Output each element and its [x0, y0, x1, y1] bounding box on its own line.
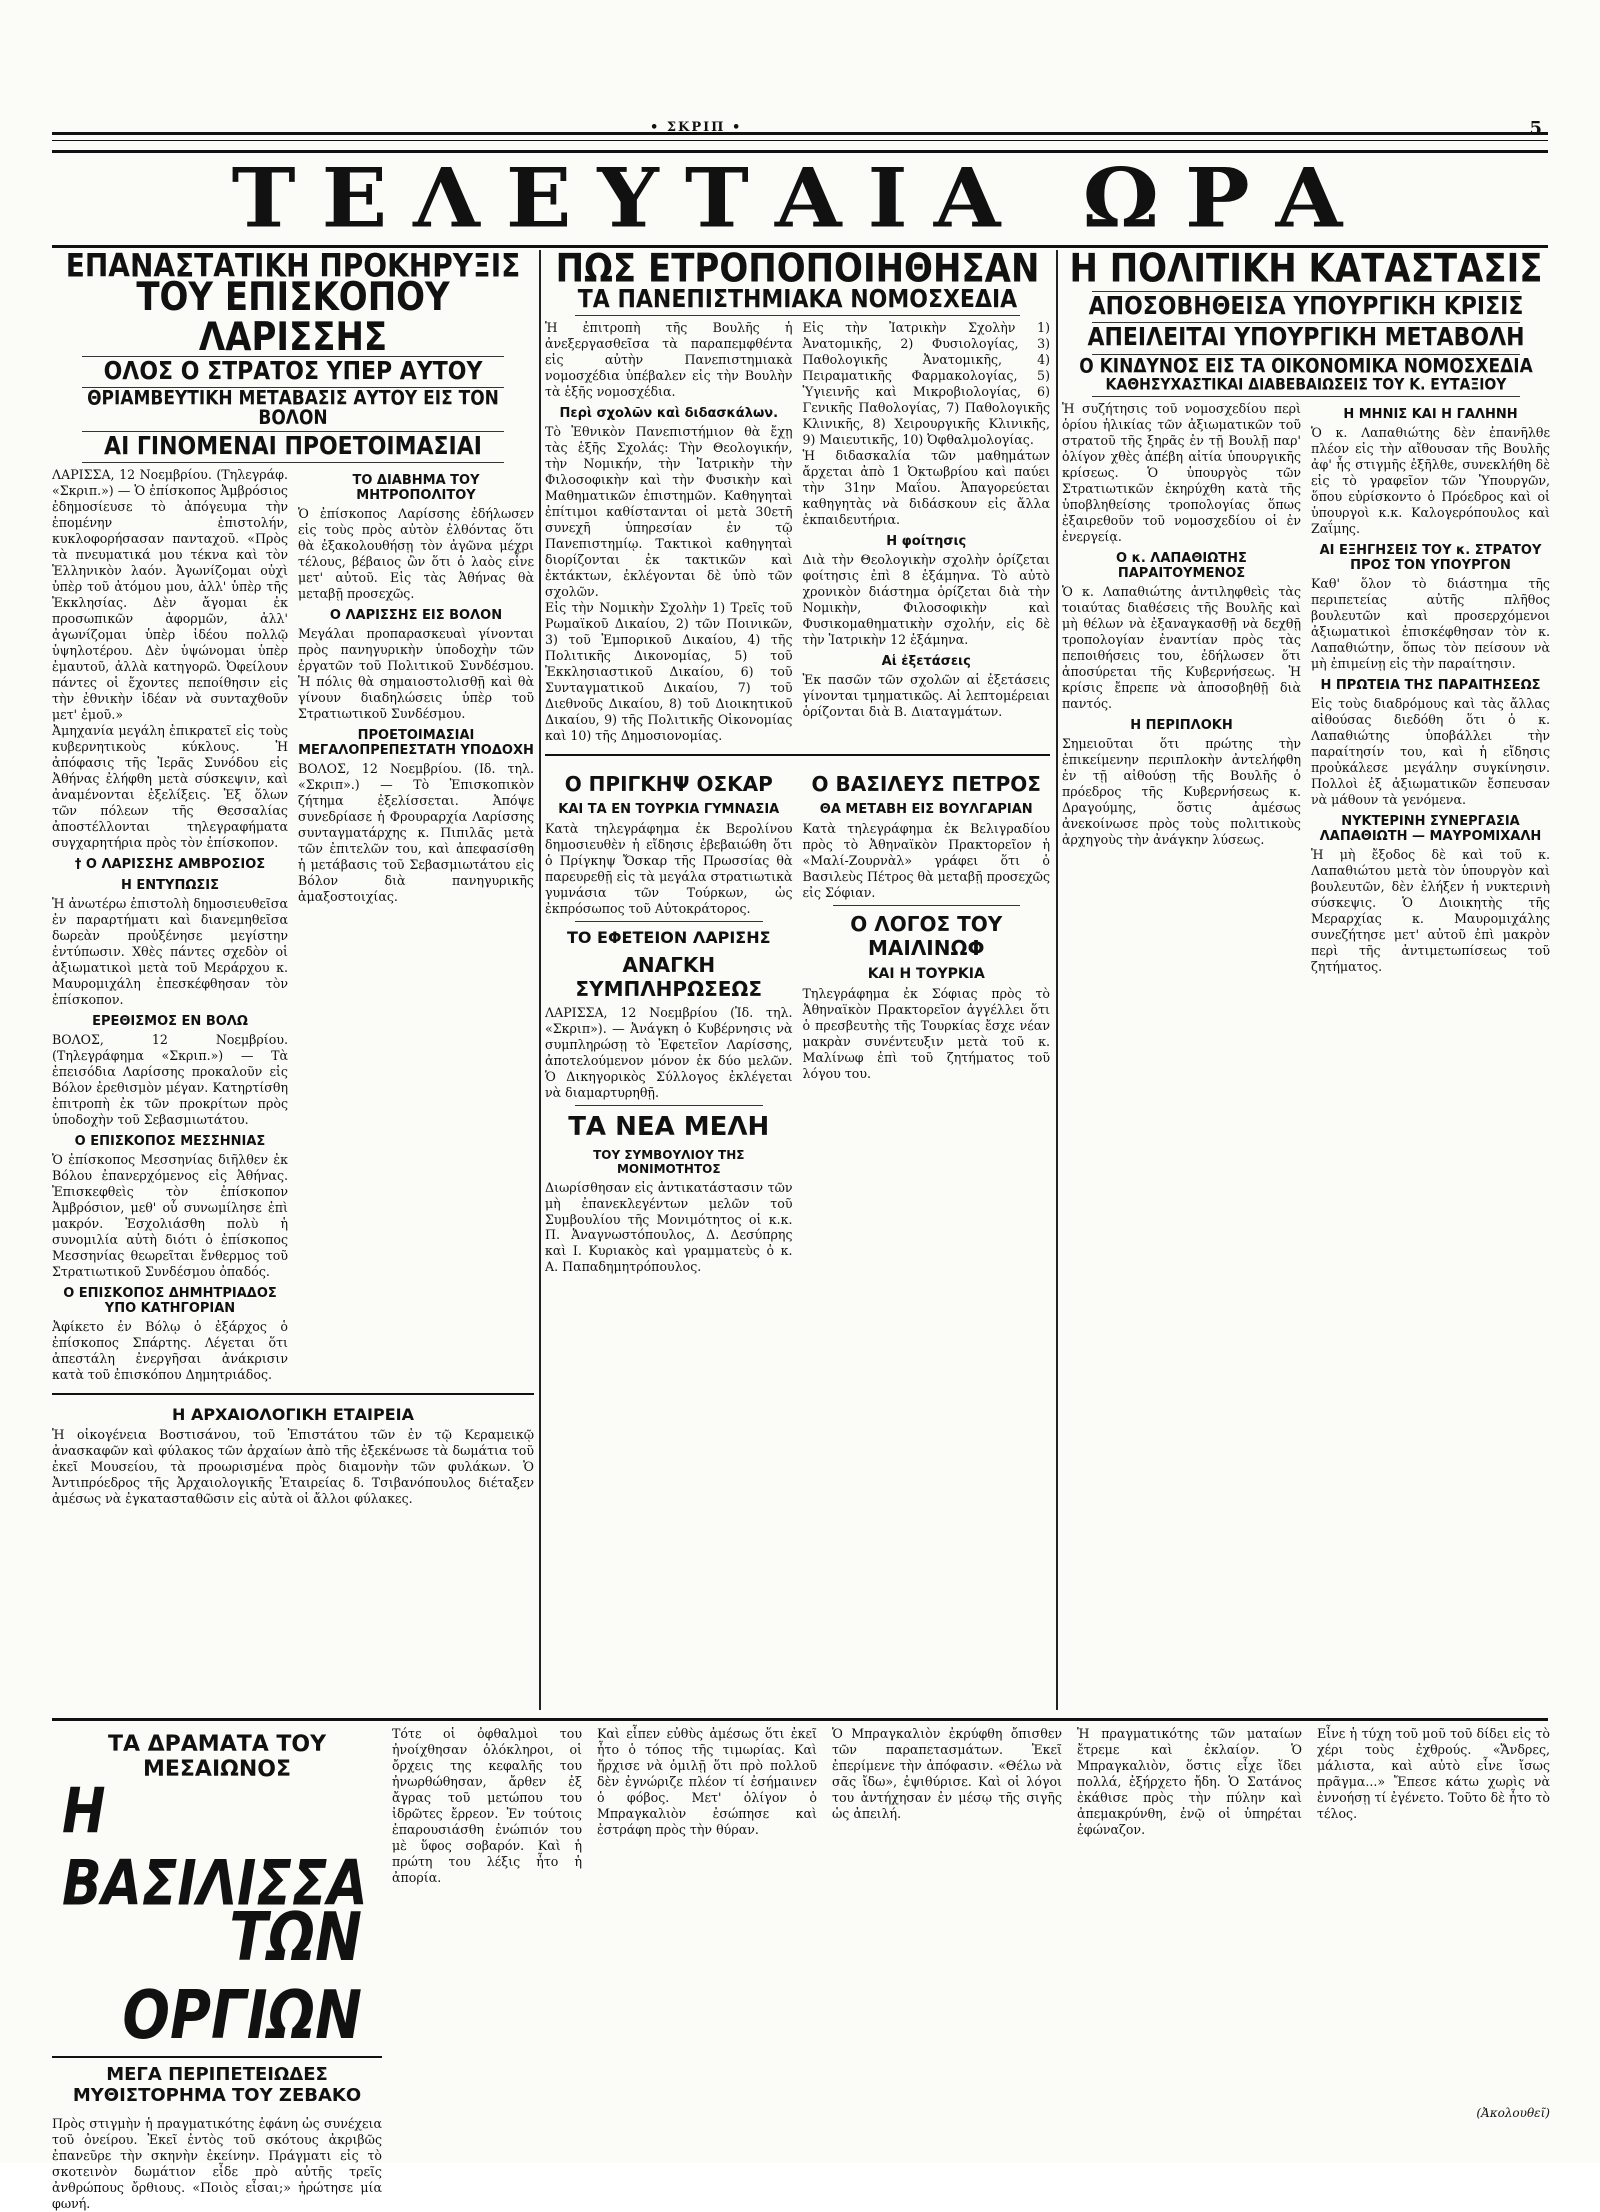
box-headline: ΤΑ ΝΕΑ ΜΕΛΗ	[568, 1111, 770, 1142]
section-heading: Περὶ σχολῶν καὶ διδασκάλων.	[559, 406, 779, 422]
paragraph: Ἐκ πασῶν τῶν σχολῶν αἱ ἐξετάσεις γίνονται τμηματικῶς. Αἱ λεπτομέρειαι ὁρίζονται διὰ Β. Διαταγμάτων.	[802, 671, 1050, 719]
column-3-article	[1062, 245, 1550, 1715]
paragraph: Διωρίσθησαν εἰς ἀντικατάστασιν τῶν μὴ ἐπανεκλεγέντων μελῶν τοῦ Συμβουλίου τῆς Μονιμότητος οἱ κ.κ. Π. Ἀναγνωστόπουλος, Δ. Δεσύπρης καὶ Ι. Κυριακὸς καὶ γραμματεὺς ὁ κ. Α. Παπαδημητρόπουλος.	[545, 1179, 793, 1275]
paragraph: Ἡ πραγματικότης τῶν ματαίων ἔτρεμε καὶ ἐκλαίον. Ὁ Μπραγκαλιὸν, ὅστις εἶχε ἴδει πολλά, ἐξήρχετο ἤδη. Ὁ Σατάνος ἐκάθισε πρὸς τὴν πύλην καὶ ἀπεμακρύνθη, ἐνῷ οἱ ὑπηρέται ἐφώναζον.	[1077, 1726, 1302, 1837]
section-heading: Η ΜΗΝΙΣ ΚΑΙ Η ΓΑΛΗΝΗ	[1343, 407, 1518, 423]
paragraph: ΛΑΡΙΣΣΑ, 12 Νοεμβρίου. (Τηλεγράφ. «Σκριπ.») — Ὁ ἐπίσκοπος Ἀμβρόσιος ἐδημοσίευσε τὸ ἀπόγευμα τὴν ἑπομένην ἐπιστολήν, κυκλοφορήσασαν πανταχοῦ. «Πρὸς τὰ πνευματικά μου τέκνα καὶ τὸν Ἑλληνικὸν λαόν. Ἀγωνίζομαι οὐχὶ ὑπὲρ τοῦ ἀτόμου μου, ἀλλ' ὑπὲρ τῆς Ἐκκλησίας. Δὲν ἄγομαι ἐκ προσωπικῶν ἀφορμῶν, ἀλλ' ἀγωνίζομαι ὑπὲρ ἰδέου πολλῷ ὑψηλοτέρου. Δὲν ὑψώνομαι ὑπὲρ ἐμαυτοῦ, ἀλλὰ κατηγορῶ. Ὀφείλουν πάντες οἱ ἔχοντες πεποίθησιν εἰς τὴν ἐθνικὴν ἰδέαν νὰ συνταχθοῦν μετ' ἐμοῦ.»	[52, 467, 288, 723]
paragraph: Εἰς τὴν Νομικὴν Σχολὴν 1) Τρεῖς τοῦ Ρωμαϊκοῦ Δικαίου, 2) τῶν Ποινικῶν, 3) τοῦ Ἐμπορικοῦ Δικαίου, 4) τῆς Πολιτικῆς Δικονομίας, 5) τοῦ Ἐκκλησιαστικοῦ Δικαίου, 6) τοῦ Συνταγματικοῦ Δικαίου, 7) τοῦ Διεθνοῦς Δικαίου, 8) τοῦ Διοικητικοῦ Δικαίου, 9) τῆς Πολιτικῆς Οἰκονομίας καὶ 10) τῆς Δημοσιονομίας.	[545, 599, 793, 743]
paragraph: ΒΟΛΟΣ, 12 Νοεμβρίου. (Ιδ. τηλ. «Σκριπ».) — Τὸ Ἐπισκοπικὸν ζήτημα ἐξελίσσεται. Ἀπόψε συνεδρίασε ἡ Φρουραρχία Λαρίσσης συνταγματάρχης κ. Πιπιλᾶς μετὰ τῶν ἐπιτελῶν του, καὶ ἀπεφασίσθη ἡ μετάβασις τοῦ Σεβασμιωτάτου εἰς Βόλον διὰ πανηγυρικῆς ἀμαξοστοιχίας.	[298, 761, 534, 905]
subheadline: ΑΠΟΣΟΒΗΘΕΙΣΑ ΥΠΟΥΡΓΙΚΗ ΚΡΙΣΙΣ	[1088, 291, 1524, 321]
divider	[575, 315, 1020, 316]
paragraph: Ἡ ἐπιτροπὴ τῆς Βουλῆς ἡ ἀνεξεργασθεῖσα τὰ παραπεμφθέντα εἰς αὐτὴν Πανεπιστημιακὰ νομοσχέδια ὑπέβαλεν εἰς τὴν Βουλὴν τὰ ἑξῆς νομοσχέδια.	[545, 320, 793, 400]
section-heading: Ο ΕΠΙΣΚΟΠΟΣ ΜΕΣΣΗΝΙΑΣ	[74, 1133, 266, 1149]
headline: ΠΩΣ ΕΤΡΟΠΟΠΟΙΗΘΗΣΑΝ	[555, 245, 1040, 292]
paragraph: Ἀφίκετο ἐν Βόλῳ ὁ ἐξάρχος ὁ ἐπίσκοπος Σπάρτης. Λέγεται ὅτι ἀπεστάλη ἐνεργῆσαι ἀνάκρισιν κατὰ τοῦ ἐπισκόπου Δημητριάδος.	[52, 1318, 288, 1382]
section-heading: Η ΕΝΤΥΠΩΣΙΣ	[121, 878, 219, 894]
serial-title-line1: Η ΒΑΣΙΛΙΣΣΑ	[62, 1776, 368, 1920]
paragraph: Ὁ κ. Λαπαθιώτης ἀντιληφθεὶς τὰς τοιαύτας διαθέσεις τῆς Βουλῆς καὶ μὴ θέλων νὰ ἐξαναγκασθῇ νὰ δεχθῇ τροπολογίαν ἐναντίαν πρὸς τὰς πεποιθήσεις του, ἐδήλωσεν ὅτι ἀποσύρεται τῆς Κυβερνήσεως. Ἡ κρίσις ἔπρεπε νὰ ἀποσοβηθῇ διὰ παντός.	[1062, 584, 1301, 711]
section-heading: Η ΠΡΩΤΕΙΑ ΤΗΣ ΠΑΡΑΙΤΗΣΕΩΣ	[1320, 677, 1541, 693]
paragraph: Ἡ μὴ ἔξοδος δὲ καὶ τοῦ κ. Λαπαθιώτου μετὰ τὸν ὑπουργὸν καὶ βουλευτῶν, δὲν ἐλήξεν ἡ νυκτερινὴ σύσκεψις. Ὁ Διοικητὴς τῆς Μεραρχίας κ. Μαυρομιχάλης συνεζήτησε μετ' αὐτοῦ ἐπὶ μακρὸν περὶ τῆς ἀντιμετωπίσεως τοῦ ζητήματος.	[1311, 846, 1550, 974]
section-heading: ΕΡΕΘΙΣΜΟΣ ΕΝ ΒΟΛΩ	[92, 1013, 248, 1029]
paragraph: Ἡ οἰκογένεια Βοστισάνου, τοῦ Ἐπιστάτου τῶν ἐν τῷ Κεραμεικῷ ἀνασκαφῶν καὶ φύλακος τῶν ἀρχαίων ἀπὸ τῆς ἐξεκένωσε τὰ δωμάτια τοῦ ἐκεῖ Μουσείου, τὰ προωρισμένα πρὸς διαμονὴν τῶν φυλάκων. Ὁ Ἀντιπρόεδρος τῆς Ἀρχαιολογικῆς Ἑταιρείας δ. Τσιβανόπουλος διέταξεν ἀμέσως νὰ ἐγκατασταθῶσιν εἰς αὐτὰ οἱ ἄλλοι φύλακες.	[52, 1426, 534, 1506]
section-heading: Η ΑΡΧΑΙΟΛΟΓΙΚΗ ΕΤΑΙΡΕΙΑ	[171, 1404, 414, 1424]
news-boxes	[545, 766, 1050, 1276]
box-subheadline: ΑΝΑΓΚΗ ΣΥΜΠΛΗΡΩΣΕΩΣ	[575, 952, 763, 1001]
paragraph: Διὰ τὴν Θεολογικὴν σχολὴν ὁρίζεται φοίτησις ἐπὶ 8 ἑξάμηνα. Τὸ αὐτὸ χρονικὸν διάστημα ὁρίζεται διὰ τὴν Νομικὴν, Φιλοσοφικὴν καὶ Φυσικομαθηματικὴν σχολήν, εἰς δὲ τὴν Ἰατρικὴν 12 ἑξάμηνα.	[802, 551, 1050, 647]
serial-title-line2: ΤΩΝ ΟΡΓΙΩΝ	[122, 1899, 362, 2055]
paragraph: Εἰς τὴν Ἰατρικὴν Σχολὴν 1) Ἀνατομικῆς, 2) Φυσιολογίας, 3) Παθολογικῆς Ἀνατομικῆς, 4) Πειραματικῆς Φαρμακολογίας, 5) Ὑγιεινῆς καὶ Μικροβιολογίας, 6) Γενικῆς Παθολογίας, 7) Παθολογικῆς Κλινικῆς, 8) Χειρουργικῆς Κλινικῆς, 9) Μαιευτικῆς, 10) Ὀφθαλμολογίας.	[802, 320, 1050, 447]
paragraph: Εἰς τοὺς διαδρόμους καὶ τὰς ἄλλας αἰθούσας διεδόθη ὅτι ὁ κ. Λαπαθιώτης ὑποβάλλει τὴν παραίτησίν του, καὶ ἡ εἴδησις προὐκάλεσε μεγάλην συγκίνησιν. Πολλοὶ ἐξ ἀξιωματικῶν ἔσπευσαν νὰ μάθουν τὰ γενόμενα.	[1311, 695, 1550, 807]
subheadline: ΤΑ ΠΑΝΕΠΙΣΤΗΜΙΑΚΑ ΝΟΜΟΣΧΕΔΙΑ	[577, 284, 1018, 314]
section-heading: Η ΠΕΡΙΠΛΟΚΗ	[1130, 717, 1233, 733]
paragraph: Ἀμηχανία μεγάλη ἐπικρατεῖ εἰς τοὺς κυβερνητικοὺς κύκλους. Ἡ ἀπόφασις τῆς Ἱερᾶς Συνόδου εἰς Ἀθήνας ἐλήφθη μετὰ σύσκεψιν, καὶ ἀναμένονται ἐξελίξεις. Ἐξ ὅλων τῶν πόλεων τῆς Θεσσαλίας ἀποστέλλονται τηλεγραφήματα συγχαρητήρια πρὸς τὸν ἐπίσκοπον.	[52, 723, 288, 851]
masthead	[52, 150, 1548, 248]
paragraph: Ἡ διδασκαλία τῶν μαθημάτων ἄρχεται ἀπὸ 1 Ὀκτωβρίου καὶ παύει τὴν 31ην Μαΐου. Ἀπαγορεύεται καθηγητὰς νὰ διδάσκουν εἰς ἄλλα ἐκπαιδευτήρια.	[802, 447, 1050, 527]
masthead-title: ΤΕΛΕΥΤΑΙΑ ΩΡΑ	[231, 150, 1369, 247]
paragraph: Καὶ εἶπεν εὐθὺς ἀμέσως ὅτι ἐκεῖ ἦτο ὁ τόπος τῆς τιμωρίας. Καὶ ἤρχισε νὰ ὁμιλῇ ὅτι πρὸ πολλοῦ δὲν ἐγνώριζε πλέον τί ἐσήμαινεν ὁ φόβος. Μετ' ὀλίγον ὁ Μπραγκαλιὸν ἐσώπησε καὶ ἐστράφη πρὸς τὴν θύραν.	[597, 1726, 817, 1837]
divider	[82, 462, 504, 463]
divider	[575, 921, 763, 922]
box-subheadline: ΘΑ ΜΕΤΑΒΗ ΕΙΣ ΒΟΥΛΓΑΡΙΑΝ	[819, 801, 1033, 817]
article-body	[545, 320, 1050, 744]
paragraph: Κατὰ τηλεγράφημα ἐκ Βελιγραδίου πρὸς τὸ Ἀθηναϊκὸν Πρακτορεῖον ἡ «Μαλί-Ζουρνὰλ» γράφει ὅτι ὁ Βασιλεὺς Πέτρος θὰ μεταβῇ προσεχῶς εἰς Σόφιαν.	[802, 820, 1050, 900]
column-divider	[1056, 250, 1058, 1710]
paragraph: Ὁ Μπραγκαλιὸν ἐκρύφθη ὄπισθεν τῶν παραπετασμάτων. Ἐκεῖ ἐπερίμενε τὴν ἀπόφασιν. «Θέλω νὰ σᾶς ἴδω», ἐψιθύρισε. Καὶ οἱ λόγοι του ἀντήχησαν ἐν μέσῳ τῆς σιγῆς ὡς ἀπειλή.	[832, 1726, 1062, 1821]
column-2-article	[545, 245, 1050, 1715]
serial-kicker: ΤΑ ΔΡΑΜΑΤΑ ΤΟΥ ΜΕΣΑΙΩΝΟΣ	[107, 1732, 327, 1782]
article-body	[1062, 401, 1550, 975]
headline: ΤΟΥ ΕΠΙΣΚΟΠΟΥ ΛΑΡΙΣΣΗΣ	[136, 273, 450, 360]
box-subheadline: ΤΟΥ ΣΥΜΒΟΥΛΙΟΥ ΤΗΣ ΜΟΝΙΜΟΤΗΤΟΣ	[593, 1147, 745, 1176]
section-heading: Αἱ ἐξετάσεις	[881, 653, 971, 669]
subheadline: ΑΠΕΙΛΕΙΤΑΙ ΥΠΟΥΡΓΙΚΗ ΜΕΤΑΒΟΛΗ	[1087, 323, 1525, 352]
paragraph: Ἡ συζήτησις τοῦ νομοσχεδίου περὶ ὁρίου ἡλικίας τῶν ἀξιωματικῶν τοῦ στρατοῦ τῆς ξηρᾶς ἐν τῇ Βουλῇ παρ' ὀλίγον χθὲς ἀπέβη αἰτία ὑπουργικῆς κρίσεως. Ὁ ὑπουργὸς τῶν Στρατιωτικῶν ἐκηρύχθη κατὰ τῆς ὑποβληθείσης τροπολογίας ὅπως ἐξαιρεθοῦν τοῦ νομοσχεδίου οἱ ἐν ἐνεργείᾳ.	[1062, 401, 1301, 545]
section-heading: ΑΙ ΕΞΗΓΗΣΕΙΣ ΤΟΥ κ. ΣΤΡΑΤΟΥ ΠΡΟΣ ΤΟΝ ΥΠΟΥΡΓΟΝ	[1319, 543, 1542, 574]
paragraph: Ὁ ἐπίσκοπος Λαρίσσης ἐδήλωσεν εἰς τοὺς πρὸς αὐτὸν ἐλθόντας ὅτι θὰ ἐξακολουθήσῃ τὸν ἀγῶνα μέχρι τέλους, βέβαιος ὢν ὅτι ὁ λαὸς εἶνε μετ' αὐτοῦ. Εἰς τὰς Ἀθήνας θὰ μεταβῇ προσεχῶς.	[298, 506, 534, 602]
subheadline: ΚΑΘΗΣΥΧΑΣΤΙΚΑΙ ΔΙΑΒΕΒΑΙΩΣΕΙΣ ΤΟΥ Κ. ΕΥΤΑΞΙΟΥ	[1105, 375, 1507, 395]
paragraph: Τηλεγράφημα ἐκ Σόφιας πρὸς τὸ Ἀθηναϊκὸν Πρακτορεῖον ἀγγέλλει ὅτι ὁ πρεσβευτὴς τῆς Τουρκίας ἔσχε νέαν μακρὰν συνέντευξιν μετὰ τοῦ κ. Μαλίνωφ ἐπὶ τοῦ ζητήματος τοῦ λόγου του.	[802, 985, 1050, 1081]
paragraph: Καθ' ὅλον τὸ διάστημα τῆς περιπετείας αὐτῆς πλῆθος βουλευτῶν καὶ προσερχόμενοι ἀξιωματικοὶ ἐπισκέφθησαν τὸν κ. Λαπαθιώτην, ὅπως τὸν πείσουν νὰ μὴ ἐπιμείνῃ εἰς τὴν παραίτησιν.	[1311, 576, 1550, 671]
divider	[1092, 396, 1520, 397]
section-divider	[52, 1718, 1548, 1721]
top-rule	[52, 132, 1548, 135]
divider	[52, 1393, 534, 1395]
column-1-article	[52, 246, 534, 1715]
paragraph: Κατὰ τηλεγράφημα ἐκ Βερολίνου δημοσιευθὲν ἡ εἴδησις ἐβεβαιώθη ὅτι ὁ Πρίγκηψ Ὄσκαρ τῆς Πρωσσίας θὰ παρευρεθῇ εἰς τὰ μεγάλα στρατιωτικὰ γυμνάσια τῶν Τούρκων, ὡς ἐκπρόσωπος τοῦ Αὐτοκράτορος.	[545, 820, 793, 916]
subheadline: ΑΙ ΓΙΝΟΜΕΝΑΙ ΠΡΟΕΤΟΙΜΑΣΙΑΙ	[104, 432, 482, 461]
top-rule-thin	[52, 140, 1548, 141]
paragraph: ΒΟΛΟΣ, 12 Νοεμβρίου. (Τηλεγράφημα «Σκριπ.») — Τὰ ἐπεισόδια Λαρίσσης προκαλοῦν εἰς Βόλον ἐρεθισμὸν μέγαν. Κατηρτίσθη ἐπιτροπὴ ἐκ τῶν προκρίτων πρὸς ὑποδοχὴν τοῦ Σεβασμιωτάτου.	[52, 1031, 288, 1127]
box-headline: Ο ΒΑΣΙΛΕΥΣ ΠΕΤΡΟΣ	[811, 771, 1041, 796]
section-heading: ΤΟ ΔΙΑΒΗΜΑ ΤΟΥ ΜΗΤΡΟΠΟΛΙΤΟΥ	[352, 473, 480, 504]
section-heading: Η φοίτησις	[886, 533, 967, 549]
subheadline: Ο ΚΙΝΔΥΝΟΣ ΕΙΣ ΤΑ ΟΙΚΟΝΟΜΙΚΑ ΝΟΜΟΣΧΕΔΙΑ	[1079, 354, 1533, 378]
paragraph: Σημειοῦται ὅτι πρώτης τὴν ἐπικείμενην περιπλοκὴν ἀντελήφθη ἐν τῇ αἰθούσῃ τῆς Βουλῆς ὁ πρόεδρος τῆς Κυβερνήσεως κ. Δραγούμης, ὅστις ἀμέσως ἀνεκοίνωσε πρὸς τοὺς πολιτικοὺς ἀρχηγοὺς τὴν ἀνάγκην λύσεως.	[1062, 735, 1301, 847]
section-heading: Ο ΕΠΙΣΚΟΠΟΣ ΔΗΜΗΤΡΙΑΔΟΣ ΥΠΟ ΚΑΤΗΓΟΡΙΑΝ	[63, 1285, 277, 1316]
serial-column	[1077, 1726, 1302, 2126]
divider	[1092, 354, 1520, 355]
section-heading: ΝΥΚΤΕΡΙΝΗ ΣΥΝΕΡΓΑΣΙΑ ΛΑΠΑΘΙΩΤΗ — ΜΑΥΡΟΜΙΧΑΛΗ	[1319, 813, 1542, 844]
article-body	[52, 467, 534, 1382]
paragraph: Τὸ Ἐθνικὸν Πανεπιστήμιον θὰ ἔχῃ τὰς ἑξῆς Σχολάς: Τὴν Θεολογικήν, τὴν Νομικήν, τὴν Ἰατρικὴν τὴν Φιλοσοφικὴν καὶ τὴν Φυσικὴν καὶ Μαθηματικῶν ἐπιστημῶν. Καθηγηταὶ ἐπίτιμοι καθίστανται οἱ μετὰ 30ετῆ συνεχῆ ὑπηρεσίαν ἐν τῷ Πανεπιστημίῳ. Τακτικοὶ καθηγηταὶ διορίζονται ἐκ τακτικῶν καὶ ἐκτάκτων, ἐκλέγονται δὲ ὑπὸ τῶν σχολῶν.	[545, 424, 793, 599]
box-headline: Ο ΛΟΓΟΣ ΤΟΥ ΜΑΙΛΙΝΩΦ	[850, 911, 1003, 960]
serial-novel-section	[52, 1726, 1550, 2211]
paragraph: Ὁ ἐπίσκοπος Μεσσηνίας διῆλθεν ἐκ Βόλου ἐπανερχόμενος εἰς Ἀθήνας. Ἐπισκεφθεὶς τὸν ἐπίσκοπον Ἀμβρόσιον, μεθ' οὗ συνωμίλησε ἐπὶ μακρόν. Ἐσχολιάσθη πολὺ ἡ συνομιλία αὐτὴ διότι ὁ ἐπίσκοπος Μεσσηνίας θεωρεῖται ἔνθερμος τοῦ Στρατιωτικοῦ Συνδέσμου ὀπαδός.	[52, 1151, 288, 1279]
paragraph: Πρὸς στιγμὴν ἡ πραγματικότης ἐφάνη ὡς συνέχεια τοῦ ὀνείρου. Ἐκεῖ ἐντὸς τοῦ σκότους ἀκριβῶς ἐπανεῦρε τὴν σκηνὴν ἐκείνην. Πράγματι εἰς τὸ σκοτεινὸν δωμάτιον εἶδε πρὸ αὐτῆς τρεῖς ἀνθρώπους ὄρθιους. «Ποιὸς εἶσαι;» ἠρώτησε μία φωνή.	[52, 2116, 382, 2211]
divider	[833, 905, 1021, 906]
serial-column	[597, 1726, 817, 2126]
serial-column	[392, 1726, 582, 2126]
serial-column	[1317, 1726, 1550, 2126]
page-header-strip: • ΣΚΡΙΠ •	[650, 120, 743, 135]
subheadline: ΟΛΟΣ Ο ΣΤΡΑΤΟΣ ΥΠΕΡ ΑΥΤΟΥ	[103, 356, 483, 386]
paragraph: Ὁ κ. Λαπαθιώτης δὲν ἐπανῆλθε πλέον εἰς τὴν αἴθουσαν τῆς Βουλῆς ἀφ' ἧς στιγμῆς ἐξῆλθε, συνεκλήθη δὲ εἰς τὸ γραφεῖον τῶν Ὑπουργῶν, ὅπου εὑρίσκοντο ὁ Πρόεδρος καὶ οἱ ὑπουργοὶ κ.κ. Καλογερόπουλος καὶ Ζαΐμης.	[1311, 425, 1550, 537]
serial-column	[832, 1726, 1062, 2126]
box-subheadline: ΚΑΙ Η ΤΟΥΡΚΙΑ	[867, 965, 985, 982]
paragraph: ΛΑΡΙΣΣΑ, 12 Νοεμβρίου (Ἰδ. τηλ. «Σκριπ»). — Ἀνάγκη ὁ Κυβέρνησις νὰ συμπληρώσῃ τὸ Ἐφετεῖον Λαρίσσης, ἀποτελούμενον μόνον ἐκ δύο μελῶν. Ὁ Δικηγορικὸς Σύλλογος ἐκλέγεται νὰ διαμαρτυρηθῇ.	[545, 1004, 793, 1100]
divider	[545, 754, 1050, 756]
box-headline: Ο ΠΡΙΓΚΗΨ ΟΣΚΑΡ	[564, 771, 773, 796]
headline: Η ΠΟΛΙΤΙΚΗ ΚΑΤΑΣΤΑΣΙΣ	[1069, 245, 1543, 292]
section-heading: Ο ΛΑΡΙΣΣΗΣ ΕΙΣ ΒΟΛΟΝ	[329, 608, 503, 624]
signature-line: † Ο ΛΑΡΙΣΣΗΣ ΑΜΒΡΟΣΙΟΣ	[74, 857, 266, 873]
box-headline: ΤΟ ΕΦΕΤΕΙΟΝ ΛΑΡΙΣΗΣ	[566, 927, 771, 947]
paragraph: Τότε οἱ ὀφθαλμοὶ του ἠνοίχθησαν ὁλόκληροι, οἱ ὄρχεις της κεφαλῆς του ἠνωρθώθησαν, ἄρθεν ἐξ ἄγρας τοῦ μετώπου του ἰδρῶτες ἔρρεον. Ἐν τούτοις ἐπαρουσιάσθη ἐνώπιόν του μὲ ὕφος σοβαρόν. Καὶ ἡ πρώτη του λέξις ἦτο ἡ ἀπορία.	[392, 1726, 582, 1885]
section-heading: ΠΡΟΕΤΟΙΜΑΣΙΑΙ ΜΕΓΑΛΟΠΡΕΠΕΣΤΑΤΗ ΥΠΟΔΟΧΗ	[298, 728, 534, 759]
serial-subtitle: ΜΕΓΑ ΠΕΡΙΠΕΤΕΙΩΔΕΣ ΜΥΘΙΣΤΟΡΗΜΑ ΤΟΥ ΖΕΒΑΚΟ	[52, 2056, 382, 2106]
paragraph: Εἶνε ἡ τύχη τοῦ μοῦ τοῦ δίδει εἰς τὸ χέρι τοὺς ἐχθρούς. «Ἄνδρες, μάλιστα, καὶ αὐτὸ εἶνε ἴσως πρᾶγμα...» Ἔπεσε κάτω χωρὶς νὰ ἐννοήσῃ τί ἐγένετο. Τοῦτο δὲ ἦτο τὸ τέλος.	[1317, 1726, 1550, 1821]
divider	[575, 1105, 763, 1106]
page-number: 5	[1529, 118, 1542, 139]
paragraph: Ἡ ἀνωτέρω ἐπιστολὴ δημοσιευθεῖσα ἐν παραρτήματι καὶ διανεμηθεῖσα δωρεὰν προὐξένησε μεγίστην ἐντύπωσιν. Χθὲς πάντες σχεδὸν οἱ ἀξιωματικοὶ μετὰ τοῦ Μεράρχου κ. Μαυρομιχάλη ἐπεσκέφθησαν τὸν ἐπίσκοπον.	[52, 896, 288, 1007]
continued-note: (Ἀκολουθεῖ)	[1476, 2106, 1550, 2120]
section-heading: Ο κ. ΛΑΠΑΘΙΩΤΗΣ ΠΑΡΑΙΤΟΥΜΕΝΟΣ	[1116, 551, 1247, 581]
serial-title-block	[52, 1726, 382, 2211]
subheadline: ΘΡΙΑΜΒΕΥΤΙΚΗ ΜΕΤΑΒΑΣΙΣ ΑΥΤΟΥ ΕΙΣ ΤΟΝ ΒΟΛΟΝ	[87, 387, 499, 431]
column-divider	[539, 250, 541, 1710]
box-subheadline: ΚΑΙ ΤΑ ΕΝ ΤΟΥΡΚΙΑ ΓΥΜΝΑΣΙΑ	[558, 801, 780, 817]
paragraph: Μεγάλαι προπαρασκευαὶ γίνονται πρὸς πανηγυρικὴν ὑποδοχὴν τῶν ἐργατῶν τοῦ Πολιτικοῦ Συνδέσμου. Ἡ πόλις θὰ σημαιοστολισθῇ καὶ θὰ γίνουν διαδηλώσεις ὑπὲρ τοῦ Στρατιωτικοῦ Συνδέσμου.	[298, 626, 534, 722]
headline: ΕΠΑΝΑΣΤΑΤΙΚΗ ΠΡΟΚΗΡΥΞΙΣ	[65, 246, 521, 285]
